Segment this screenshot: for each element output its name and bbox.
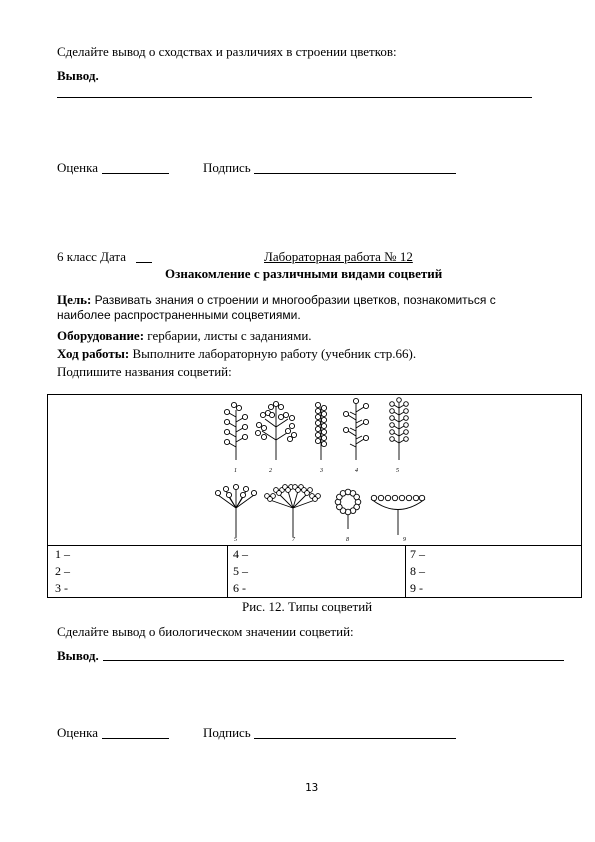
flower-dot — [224, 429, 229, 434]
flower-dot — [233, 484, 238, 489]
date-line — [136, 262, 152, 263]
inflorescence-number: 1 — [234, 468, 237, 474]
flower-dot — [278, 414, 283, 419]
flower-dot — [315, 420, 320, 425]
class-date-label: 6 класс Дата — [57, 249, 127, 264]
flower-dot — [242, 414, 247, 419]
procedure-text: Выполните лабораторную работу (учебник стр.66). — [132, 346, 417, 361]
goal-text-1: Развивать знания о строении и многообразии цветков, познакомиться с — [94, 293, 496, 307]
inflorescence-number: 5 — [234, 537, 237, 543]
stalk-line — [356, 420, 362, 423]
lab-title: Лабораторная работа № 12 — [264, 249, 413, 264]
flower-dot — [305, 491, 310, 496]
stalk-line — [399, 405, 404, 408]
flower-dot — [404, 416, 409, 421]
flower-dot — [404, 423, 409, 428]
flower-dot — [269, 412, 274, 417]
stalk-line — [276, 419, 288, 427]
flower-dot — [223, 486, 228, 491]
inflorescence-drawings — [48, 395, 583, 545]
flower-dot — [363, 419, 368, 424]
instruction-biological: Сделайте вывод о биологическом значении соцветий: — [57, 624, 354, 639]
flower-dot — [390, 437, 395, 442]
flower-dot — [315, 408, 320, 413]
grade-label-2: Оценка — [57, 725, 98, 740]
flower-dot — [321, 441, 326, 446]
stalk-line — [229, 413, 236, 417]
stalk-line — [399, 419, 404, 422]
inflorescence-number: 5 — [396, 468, 399, 474]
stalk-line — [394, 426, 399, 429]
inflorescence-3 — [315, 402, 326, 474]
stalk-line — [399, 426, 404, 429]
conclusion-label-2: Вывод. — [57, 648, 99, 663]
flower-dot — [354, 494, 360, 500]
flower-dot — [315, 432, 320, 437]
stalk-line — [350, 412, 356, 415]
stalk-line — [356, 407, 364, 412]
flower-dot — [315, 402, 320, 407]
signature-label-2: Подпись — [203, 725, 251, 740]
flower-dot — [296, 488, 301, 493]
stalk-line — [236, 438, 243, 442]
stalk-line — [394, 412, 399, 415]
flower-dot — [277, 491, 282, 496]
answer-cell-4: 4 – — [233, 547, 248, 561]
inflorescence-1 — [224, 402, 247, 474]
inflorescence-4 — [343, 398, 368, 474]
inflorescence-2 — [255, 401, 296, 474]
flower-dot — [224, 439, 229, 444]
stalk-line — [399, 440, 404, 443]
flower-dot — [404, 409, 409, 414]
lab-topic: Ознакомление с различными видами соцветий — [165, 266, 443, 281]
inflorescence-7 — [265, 485, 321, 543]
flower-dot — [268, 497, 273, 502]
flower-dot — [321, 429, 326, 434]
procedure-label: Ход работы: — [57, 346, 130, 361]
answer-line-2 — [103, 660, 564, 661]
inflorescence-number: 8 — [346, 537, 349, 543]
flower-dot — [243, 486, 248, 491]
answer-cell-6: 6 - — [233, 581, 246, 595]
flower-dot — [236, 405, 241, 410]
stalk-line — [229, 433, 236, 437]
stalk-line — [348, 431, 356, 436]
flower-dot — [255, 430, 260, 435]
flower-dot — [343, 427, 348, 432]
flower-dot — [256, 422, 261, 427]
equipment-label: Оборудование: — [57, 328, 145, 343]
stalk-line — [399, 412, 404, 415]
flower-dot — [261, 434, 266, 439]
stalk-line — [394, 405, 399, 408]
page-number: 13 — [305, 781, 319, 794]
flower-dot — [321, 423, 326, 428]
flower-dot — [399, 495, 404, 500]
grade-label: Оценка — [57, 160, 98, 175]
inflorescence-number: 7 — [292, 537, 295, 543]
flower-dot — [242, 434, 247, 439]
flower-dot — [261, 425, 266, 430]
flower-dot — [260, 412, 265, 417]
flower-dot — [390, 423, 395, 428]
flower-dot — [315, 414, 320, 419]
flower-dot — [287, 436, 292, 441]
inflorescence-number: 9 — [403, 537, 406, 543]
inflorescence-number: 3 — [320, 468, 323, 474]
flower-dot — [285, 428, 290, 433]
inflorescence-number: 4 — [355, 468, 358, 474]
flower-dot — [315, 438, 320, 443]
flower-dot — [283, 412, 288, 417]
flower-dot — [378, 495, 383, 500]
answer-cell-8: 8 – — [410, 564, 425, 578]
inflorescence-number: 2 — [269, 468, 272, 474]
stalk-line — [394, 440, 399, 443]
flower-dot — [226, 492, 231, 497]
signature-label: Подпись — [203, 160, 251, 175]
stalk-line — [229, 423, 236, 427]
flower-dot — [404, 437, 409, 442]
stalk-line — [229, 497, 236, 508]
flower-dot — [251, 490, 256, 495]
grade-line — [102, 173, 169, 174]
flower-dot — [321, 435, 326, 440]
stalk-line — [394, 419, 399, 422]
flower-dot — [321, 405, 326, 410]
stalk-line — [229, 443, 236, 447]
stalk-line — [236, 497, 243, 508]
stalk-line — [356, 436, 362, 439]
flower-dot — [313, 497, 318, 502]
flower-dot — [390, 402, 395, 407]
flower-dot — [406, 495, 411, 500]
stalk-line — [265, 419, 276, 427]
flower-dot — [215, 490, 220, 495]
flower-dot — [315, 426, 320, 431]
flower-dot — [343, 411, 348, 416]
table-col-divider-1 — [227, 546, 228, 597]
answer-cell-7: 7 – — [410, 547, 425, 561]
stalk-line — [236, 428, 243, 432]
grade-line-2 — [102, 738, 169, 739]
procedure-line — [57, 346, 416, 362]
answer-line — [57, 97, 532, 98]
figure-caption: Рис. 12. Типы соцветий — [242, 599, 373, 614]
flower-dot — [286, 488, 291, 493]
stalk-line — [293, 500, 315, 508]
flower-dot — [268, 404, 273, 409]
flower-dot — [390, 430, 395, 435]
flower-dot — [321, 411, 326, 416]
table-col-divider-2 — [405, 546, 406, 597]
flower-dot — [240, 492, 245, 497]
flower-dot — [242, 424, 247, 429]
answer-cell-1: 1 – — [55, 547, 70, 561]
flower-dot — [404, 430, 409, 435]
goal-label: Цель: — [57, 292, 92, 307]
stalk-line — [236, 418, 243, 422]
signature-line-2 — [254, 738, 456, 739]
answer-cell-9: 9 - — [410, 581, 423, 595]
inflorescence-6 — [215, 484, 256, 543]
flower-dot — [321, 417, 326, 422]
flower-dot — [289, 415, 294, 420]
inflorescence-5 — [390, 398, 409, 474]
flower-dot — [278, 404, 283, 409]
flower-dot — [413, 495, 418, 500]
signature-line — [254, 173, 456, 174]
flower-dot — [390, 409, 395, 414]
stalk-line — [348, 415, 356, 420]
flower-dot — [231, 402, 236, 407]
stalk-line — [394, 433, 399, 436]
flower-dot — [273, 401, 278, 406]
flower-dot — [224, 419, 229, 424]
flower-dot — [419, 495, 424, 500]
flower-dot — [390, 416, 395, 421]
stalk-line — [356, 439, 364, 444]
flower-dot — [224, 409, 229, 414]
equipment-text: гербарии, листы с заданиями. — [147, 328, 312, 343]
flower-dot — [363, 435, 368, 440]
flower-dot — [404, 402, 409, 407]
flower-dot — [397, 398, 402, 403]
stalk-line — [350, 444, 356, 447]
flower-dot — [289, 423, 294, 428]
conclusion-label: Вывод. — [57, 68, 99, 83]
flower-dot — [385, 495, 390, 500]
equipment-line — [57, 328, 312, 344]
answer-cell-3: 3 - — [55, 581, 68, 595]
flower-dot — [392, 495, 397, 500]
task-text: Подпишите названия соцветий: — [57, 364, 232, 379]
stalk-line — [350, 428, 356, 431]
goal-line-1 — [57, 292, 496, 308]
inflorescence-9 — [371, 495, 425, 543]
answer-cell-2: 2 – — [55, 564, 70, 578]
answer-cell-5: 5 – — [233, 564, 248, 578]
stalk-line — [356, 423, 364, 428]
flower-dot — [363, 403, 368, 408]
flower-dot — [291, 432, 296, 437]
inflorescence-8 — [335, 489, 361, 543]
inflorescence-figure — [47, 394, 582, 598]
goal-text-2: наиболее распространенными соцветиями. — [57, 308, 301, 322]
stalk-line — [399, 433, 404, 436]
flower-dot — [353, 398, 358, 403]
figure-divider — [48, 545, 581, 546]
flower-dot — [371, 495, 376, 500]
instruction-similarities: Сделайте вывод о сходствах и различиях в строении цветков: — [57, 44, 397, 59]
